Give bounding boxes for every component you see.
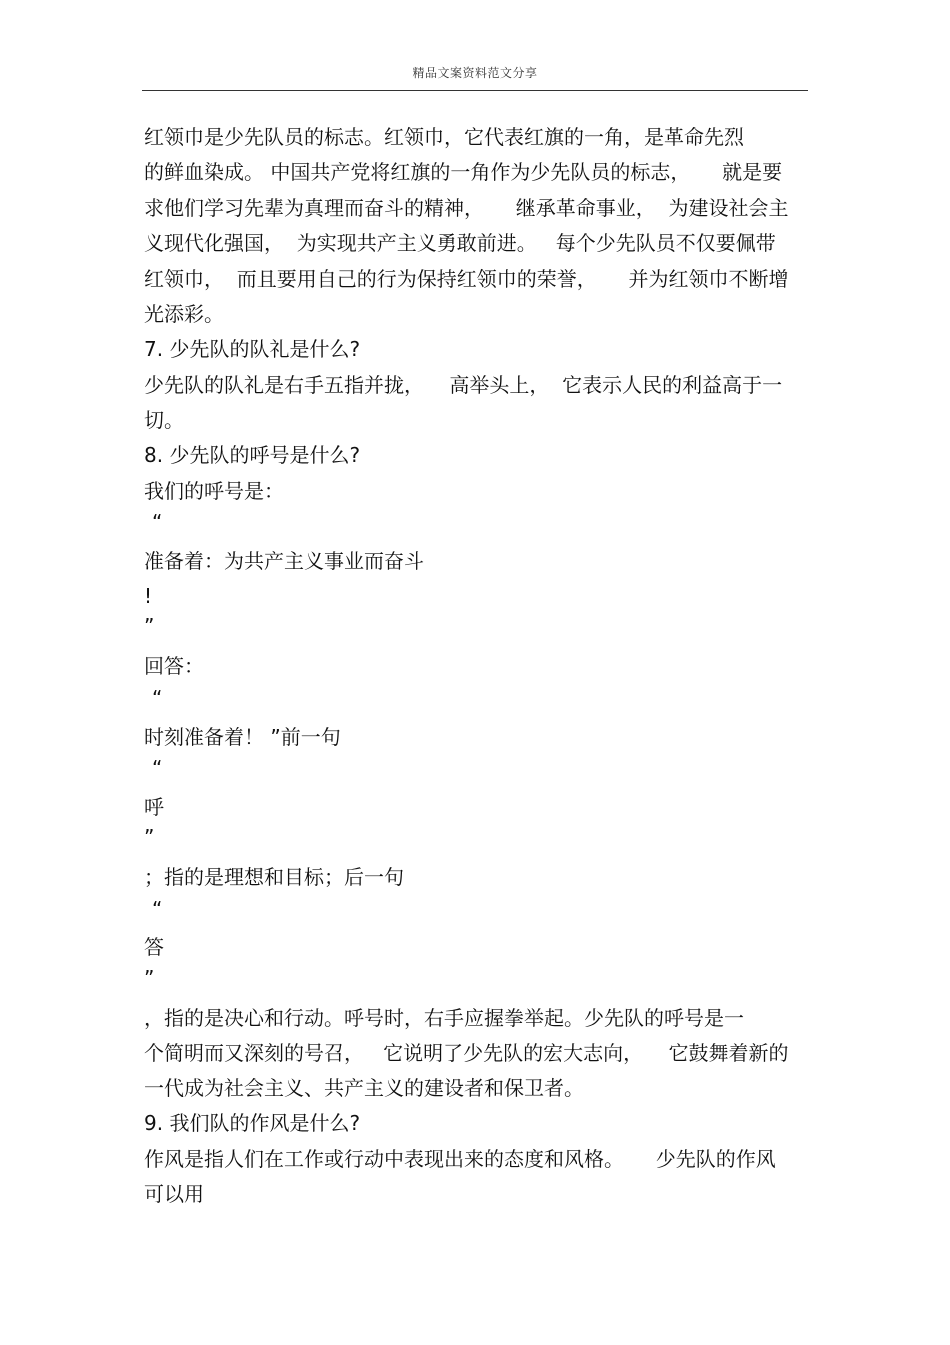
body-line: 准备着：为共产主义事业而奋斗: [144, 549, 424, 573]
quote-mark: “: [152, 510, 163, 534]
body-line: 时刻准备着！ ”前一句: [144, 725, 341, 749]
body-line: 回答：: [144, 654, 204, 678]
header-divider: [142, 90, 808, 91]
body-line: 答: [144, 935, 164, 959]
body-line: 红领巾是少先队员的标志。红领巾，它代表红旗的一角，是革命先烈: [144, 125, 744, 149]
quote-mark: “: [152, 686, 163, 710]
body-line: 义现代化强国， 为实现共产主义勇敢前进。 每个少先队员不仅要佩带: [144, 231, 776, 255]
body-line: 我们的呼号是：: [144, 479, 284, 503]
page-header: 精品文案资料范文分享: [412, 66, 538, 80]
question-heading: 7. 少先队的队礼是什么?: [144, 337, 361, 361]
question-heading: 9. 我们队的作风是什么?: [144, 1111, 361, 1135]
body-line: ；指的是理想和目标；后一句: [144, 865, 404, 889]
body-line: 红领巾， 而且要用自己的行为保持红领巾的荣誉， 并为红领巾不断增: [144, 267, 789, 291]
body-line: 切。: [144, 408, 184, 432]
quote-mark: ”: [144, 825, 155, 849]
body-line: 的鲜血染成。 中国共产党将红旗的一角作为少先队员的标志， 就是要: [144, 160, 783, 184]
question-heading: 8. 少先队的呼号是什么?: [144, 443, 361, 467]
quote-mark: ”: [144, 614, 155, 638]
quote-mark: “: [152, 756, 163, 780]
body-line: 一代成为社会主义、共产主义的建设者和保卫者。: [144, 1076, 584, 1100]
body-line: 少先队的队礼是右手五指并拢， 高举头上， 它表示人民的利益高于一: [144, 373, 783, 397]
body-line: 作风是指人们在工作或行动中表现出来的态度和风格。 少先队的作风: [144, 1147, 776, 1171]
body-line: 呼: [144, 795, 164, 819]
body-line: 个简明而又深刻的号召， 它说明了少先队的宏大志向， 它鼓舞着新的: [144, 1041, 789, 1065]
body-line: !: [144, 584, 153, 608]
quote-mark: “: [152, 897, 163, 921]
body-line: 光添彩。: [144, 302, 224, 326]
quote-mark: ”: [144, 966, 155, 990]
body-line: 可以用: [144, 1182, 204, 1206]
body-line: ，指的是决心和行动。呼号时，右手应握拳举起。少先队的呼号是一: [144, 1006, 744, 1030]
body-line: 求他们学习先辈为真理而奋斗的精神， 继承革命事业， 为建设社会主: [144, 196, 789, 220]
